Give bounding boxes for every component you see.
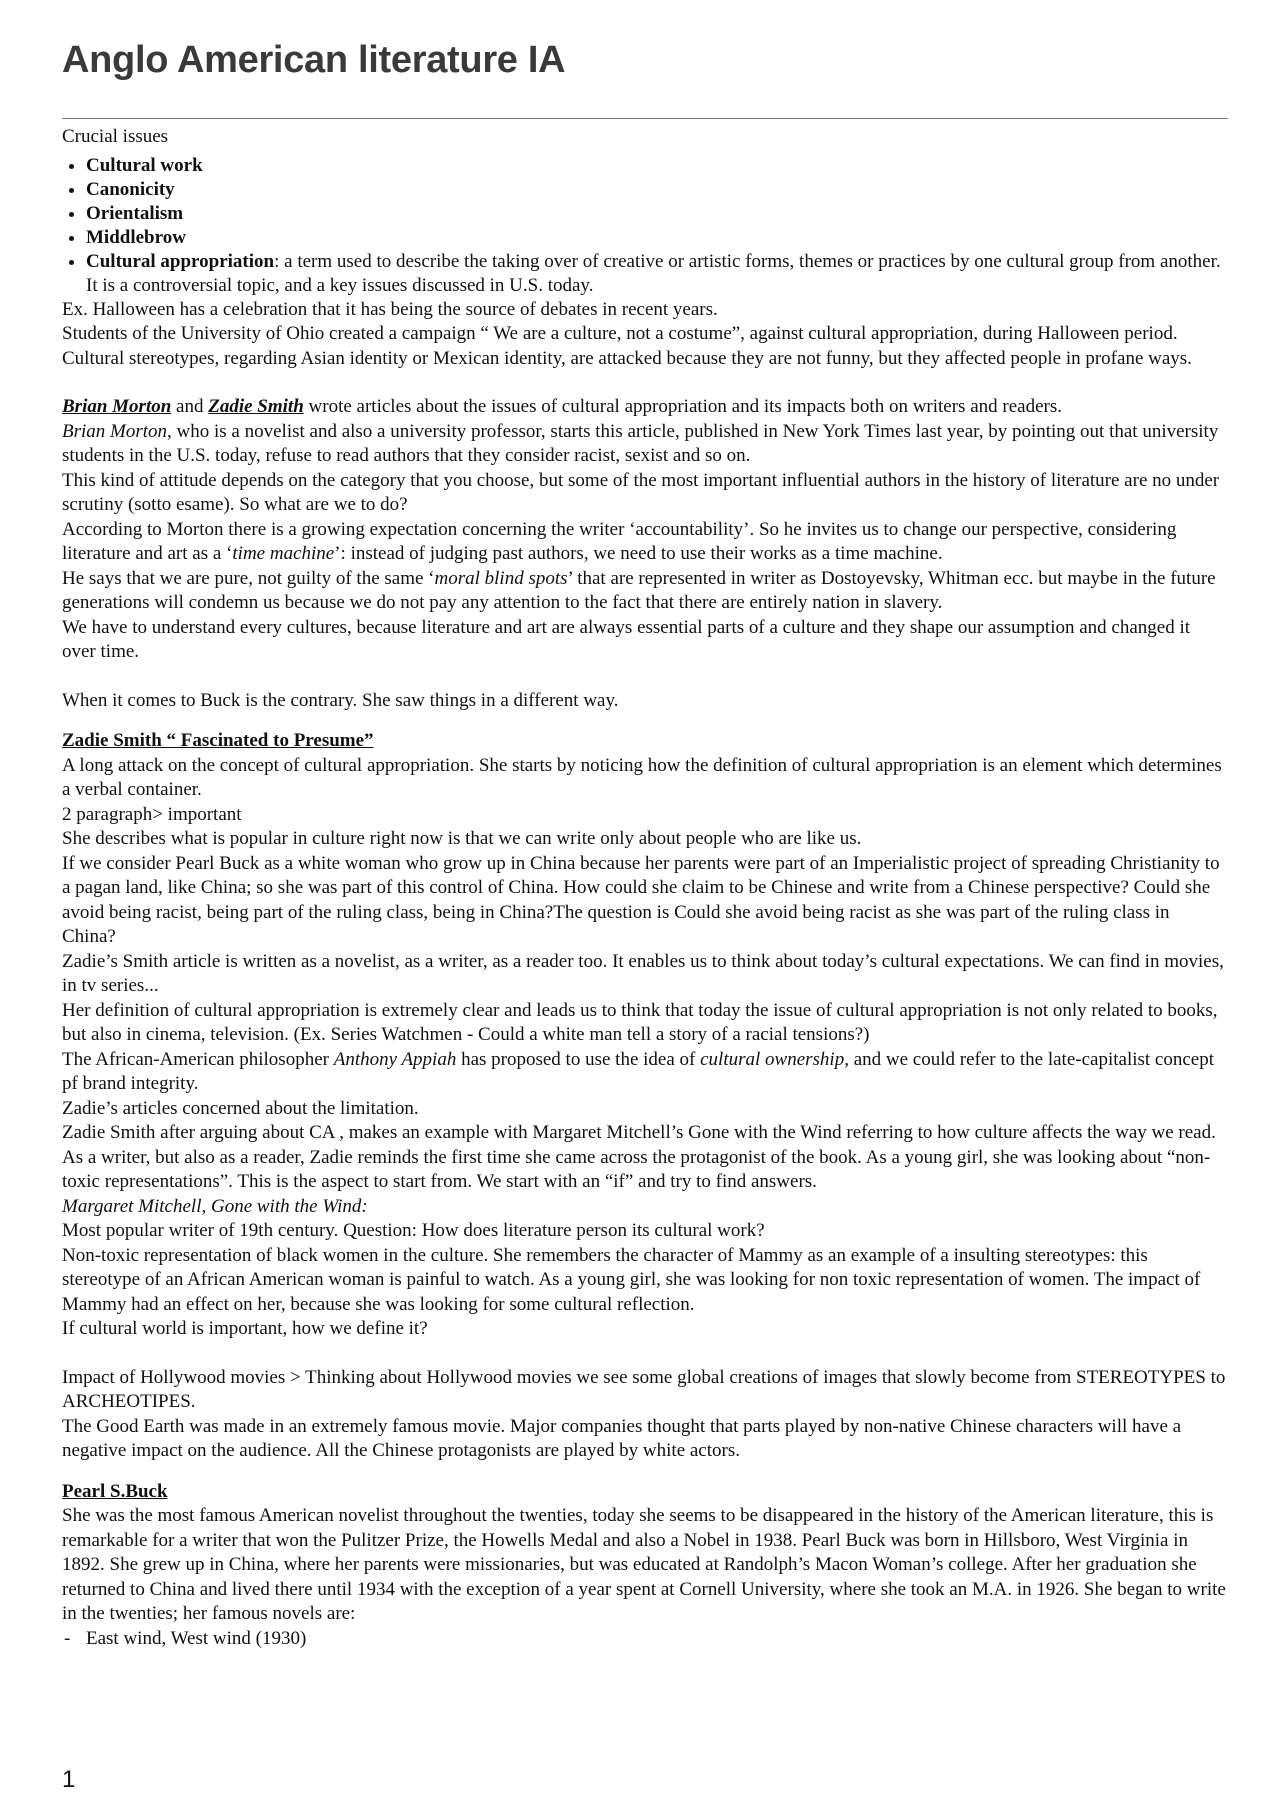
document-title: Anglo American literature IA — [62, 39, 566, 81]
paragraph: Brian Morton and Zadie Smith wrote articles about the issues of cultural appropriation and its impacts both on writers and readers. — [62, 396, 1062, 417]
list-item: • Cultural appropriation: a term used to describe the taking over of creative or artistic forms, themes or practices by one cultural group from another. It is a controversial topic, and a key issues discussed in U.S. today. — [86, 250, 1228, 298]
crucial-issues-list — [62, 154, 1228, 298]
paragraph: The Good Earth was made in an extremely famous movie. Major companies thought that parts played by non-native Chinese characters will have a negative impact on the audience. All the Chinese protagonists are played by white actors. — [62, 1415, 1182, 1461]
paragraph: Her definition of cultural appropriation is extremely clear and leads us to think that today the issue of cultural appropriation is not only related to books, but also in cinema, television. (Ex. Series Watchmen - Could a white man tell a story of a racial tensions?) — [62, 999, 1218, 1045]
paragraph: Impact of Hollywood movies > Thinking about Hollywood movies we see some global creations of images that slowly become from STEREOTYPES to ARCHEOTIPES. — [62, 1366, 1226, 1412]
subheading-margaret-mitchell: Margaret Mitchell, Gone with the Wind: — [62, 1195, 368, 1217]
paragraph: According to Morton there is a growing expectation concerning the writer ‘accountability’. So he invites us to change our perspective, considering literature and art as a ‘time machine’: instead of judging past authors, we need to use their works as a time machine. — [62, 518, 1177, 564]
section-heading-pearl-buck: Pearl S.Buck — [62, 1480, 168, 1502]
title-divider — [62, 118, 1228, 119]
paragraph: Zadie’s articles concerned about the limitation. — [62, 1097, 419, 1119]
section-heading-zadie-smith: Zadie Smith “ Fascinated to Presume” — [62, 730, 374, 751]
crucial-issues-heading: Crucial issues — [62, 126, 169, 147]
paragraph: If we consider Pearl Buck as a white woman who grow up in China because her parents were part of an Imperialistic project of spreading Christianity to a pagan land, like China; so she was part of this control of China. How could she claim to be Chinese and write from a Chinese perspective? Could she avoid being racist, being part of the ruling class, being in China?The question is Could she avoid being racist as she was part of the ruling class in China? — [62, 852, 1220, 947]
paragraph: We have to understand every cultures, because literature and art are always essential parts of a culture and they shape our assumption and changed it over time. — [62, 616, 1191, 662]
document-page — [62, 34, 1228, 1651]
paragraph: A long attack on the concept of cultural appropriation. She starts by noticing how the definition of cultural appropriation is an element which determines a verbal container. — [62, 754, 1222, 800]
paragraph: Non-toxic representation of black women in the culture. She remembers the character of Mammy as an example of a insulting stereotypes: this stereotype of an African American woman is painful to watch. As a young girl, she was looking for non toxic representation of women. The impact of Mammy had an effect on her, because she was looking for some cultural reflection. — [62, 1244, 1201, 1315]
list-item: • Middlebrow — [86, 226, 1228, 250]
paragraph: Students of the University of Ohio created a campaign “ We are a culture, not a costume”, against cultural appropriation, during Halloween period. Cultural stereotypes, regarding Asian identity or Mexican identity, are attacked because they are not funny, but they affected people in profane ways. — [62, 323, 1192, 369]
paragraph: Ex. Halloween has a celebration that it has being the source of debates in recent years. — [62, 298, 718, 320]
paragraph: If cultural world is important, how we define it? — [62, 1318, 428, 1339]
paragraph: 2 paragraph> important — [62, 803, 242, 825]
list-item: - East wind, West wind (1930) — [86, 1627, 1228, 1651]
paragraph: Zadie Smith after arguing about CA , makes an example with Margaret Mitchell’s Gone with the Wind referring to how culture affects the way we read. As a writer, but also as a reader, Zadie reminds the first time she came across the protagonist of the book. As a young girl, she was looking about “non-toxic representations”. This is the aspect to start from. We start with an “if” and try to find answers. — [62, 1122, 1216, 1192]
paragraph: Zadie’s Smith article is written as a novelist, as a writer, as a reader too. It enables us to think about today’s cultural expectations. We can find in movies, in tv series... — [62, 950, 1224, 996]
paragraph: Most popular writer of 19th century. Question: How does literature person its cultural work? — [62, 1220, 765, 1241]
paragraph: When it comes to Buck is the contrary. She saw things in a different way. — [62, 689, 619, 711]
paragraph: This kind of attitude depends on the category that you choose, but some of the most important influential authors in the history of literature are no under scrutiny (sotto esame). So what are we to do? — [62, 469, 1220, 515]
page-number: 1 — [62, 1766, 76, 1793]
list-item: • Canonicity — [86, 178, 1228, 202]
paragraph: The African-American philosopher Anthony Appiah has proposed to use the idea of cultural ownership, and we could refer to the late-capitalist concept pf brand integrity. — [62, 1048, 1215, 1094]
paragraph: Brian Morton, who is a novelist and also a university professor, starts this article, published in New York Times last year, by pointing out that university students in the U.S. today, refuse to read authors that they consider racist, sexist and so on. — [62, 420, 1219, 466]
paragraph: He says that we are pure, not guilty of the same ‘moral blind spots’ that are represented in writer as Dostoyevsky, Whitman ecc. but maybe in the future generations will condemn us because we do not pay any attention to the fact that there are entirely nation in slavery. — [62, 567, 1216, 613]
paragraph: She was the most famous American novelist throughout the twenties, today she seems to be disappeared in the history of the American literature, this is remarkable for a writer that won the Pulitzer Prize, the Howells Medal and also a Nobel in 1938. Pearl Buck was born in Hillsboro, West Virginia in 1892. She grew up in China, where her parents were missionaries, but was educated at Randolph’s Macon Woman’s college. After her graduation she returned to China and lived there until 1934 with the exception of a year spent at Cornell University, where she took an M.A. in 1926. She began to write in the twenties; her famous novels are: — [62, 1505, 1226, 1624]
list-item: • Cultural work — [86, 154, 1228, 178]
novels-list — [62, 1627, 1228, 1651]
list-item: • Orientalism — [86, 202, 1228, 226]
paragraph: She describes what is popular in culture right now is that we can write only about people who are like us. — [62, 828, 862, 849]
